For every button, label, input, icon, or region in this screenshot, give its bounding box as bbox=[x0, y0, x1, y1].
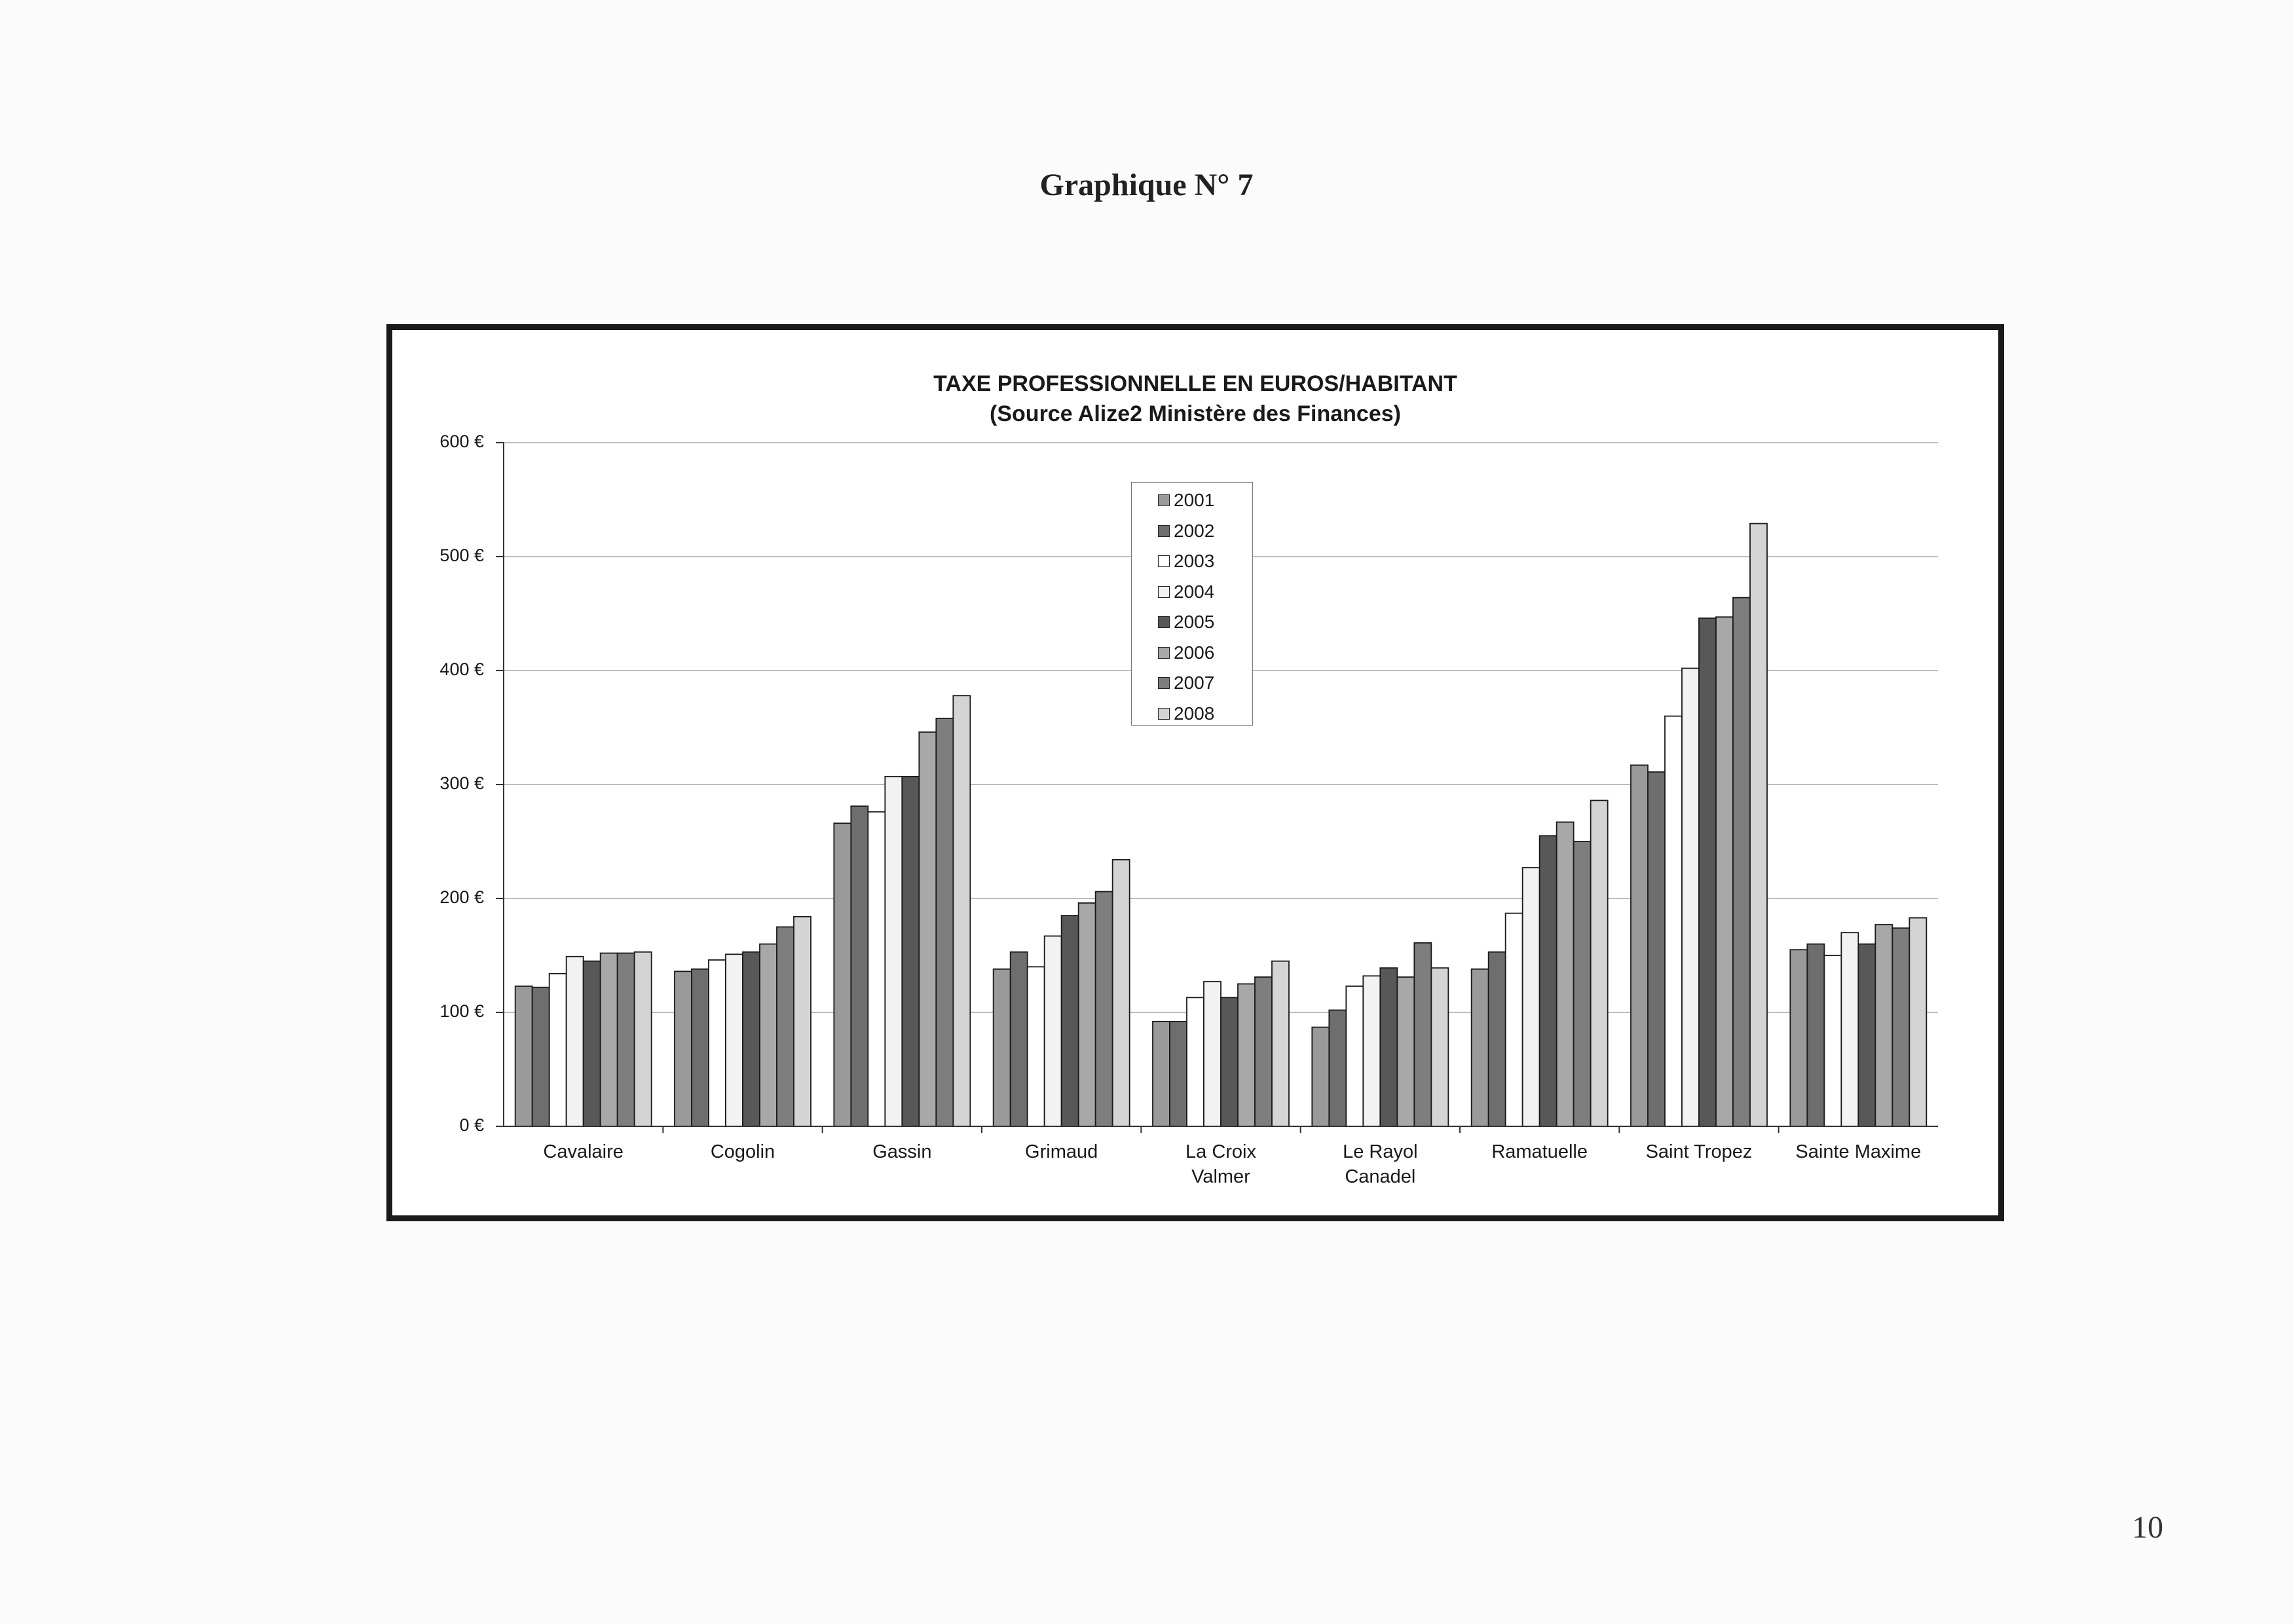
bar bbox=[1665, 716, 1682, 1126]
legend-label: 2003 bbox=[1174, 551, 1215, 572]
bar bbox=[1113, 860, 1130, 1126]
bar bbox=[1153, 1022, 1170, 1126]
y-tick-label: 400 € bbox=[439, 659, 484, 679]
legend-swatch bbox=[1158, 525, 1170, 537]
bar bbox=[1807, 944, 1824, 1126]
bar bbox=[919, 732, 936, 1126]
legend-swatch bbox=[1158, 555, 1170, 567]
legend-swatch bbox=[1158, 708, 1170, 720]
x-category-label: Cogolin bbox=[710, 1141, 775, 1162]
y-tick-label: 0 € bbox=[459, 1115, 484, 1135]
x-category-label: La Croix Valmer bbox=[1185, 1141, 1256, 1187]
chart-title: TAXE PROFESSIONNELLE EN EUROS/HABITANT bbox=[933, 371, 1457, 396]
bar bbox=[794, 917, 811, 1126]
bar bbox=[584, 961, 601, 1126]
legend-label: 2002 bbox=[1174, 520, 1215, 541]
bar bbox=[532, 987, 550, 1126]
legend-item bbox=[1132, 638, 1252, 669]
bar bbox=[760, 944, 777, 1126]
bar bbox=[1312, 1027, 1329, 1126]
bar bbox=[936, 718, 953, 1126]
y-tick-label: 500 € bbox=[439, 545, 484, 565]
legend-swatch bbox=[1158, 494, 1170, 506]
bar bbox=[1414, 943, 1431, 1126]
legend-item bbox=[1132, 516, 1252, 547]
bar bbox=[1733, 598, 1750, 1126]
bar bbox=[1096, 892, 1113, 1126]
bar bbox=[1648, 772, 1665, 1126]
bar bbox=[1574, 841, 1591, 1126]
bar bbox=[1716, 617, 1733, 1126]
legend-label: 2004 bbox=[1174, 581, 1215, 602]
x-category-label: Ramatuelle bbox=[1491, 1141, 1588, 1162]
legend-label: 2005 bbox=[1174, 612, 1215, 633]
bar bbox=[550, 974, 567, 1126]
bar bbox=[1346, 986, 1363, 1126]
x-category-label: Gassin bbox=[872, 1141, 932, 1162]
legend-item bbox=[1132, 485, 1252, 516]
bar bbox=[1523, 868, 1540, 1126]
bar bbox=[1204, 982, 1221, 1126]
bar bbox=[743, 952, 760, 1126]
page-number: 10 bbox=[2132, 1510, 2163, 1545]
y-tick-label: 200 € bbox=[439, 887, 484, 907]
bar bbox=[1011, 952, 1028, 1126]
bar bbox=[567, 957, 584, 1126]
y-tick-label: 600 € bbox=[439, 432, 484, 451]
legend-label: 2008 bbox=[1174, 703, 1215, 724]
bar bbox=[1506, 913, 1523, 1126]
legend-item bbox=[1132, 546, 1252, 577]
bar bbox=[1170, 1022, 1187, 1126]
bar bbox=[885, 777, 902, 1126]
bar bbox=[1875, 925, 1892, 1126]
legend-item bbox=[1132, 607, 1252, 638]
y-tick-label: 100 € bbox=[439, 1001, 484, 1021]
bar bbox=[1272, 961, 1289, 1126]
x-category-label: Sainte Maxime bbox=[1795, 1141, 1922, 1162]
bar bbox=[994, 969, 1011, 1126]
bar bbox=[1557, 822, 1574, 1126]
bar bbox=[618, 953, 635, 1126]
bar bbox=[1591, 800, 1608, 1126]
bar bbox=[834, 823, 851, 1126]
bar bbox=[1699, 618, 1716, 1126]
x-category-label: Saint Tropez bbox=[1645, 1141, 1753, 1162]
bar bbox=[1631, 765, 1648, 1126]
bar bbox=[1045, 936, 1062, 1126]
bar bbox=[1187, 997, 1204, 1126]
bar bbox=[1489, 952, 1506, 1126]
bar bbox=[1397, 977, 1414, 1126]
legend-label: 2006 bbox=[1174, 642, 1215, 663]
bar bbox=[1363, 976, 1380, 1126]
x-category-label: Cavalaire bbox=[543, 1141, 624, 1162]
bar bbox=[1431, 968, 1448, 1126]
x-category-label: Grimaud bbox=[1025, 1141, 1098, 1162]
bar bbox=[851, 806, 868, 1126]
bar bbox=[515, 986, 532, 1126]
chart-frame bbox=[386, 324, 2004, 1221]
bar-chart bbox=[392, 330, 1998, 1215]
bar bbox=[635, 952, 652, 1126]
x-category-label: Le Rayol Canadel bbox=[1343, 1141, 1418, 1187]
bar bbox=[1909, 918, 1926, 1126]
bar bbox=[777, 927, 794, 1127]
legend-item bbox=[1132, 699, 1252, 729]
bar bbox=[1841, 932, 1858, 1126]
bar bbox=[1750, 524, 1767, 1126]
legend-label: 2007 bbox=[1174, 673, 1215, 693]
bar bbox=[1540, 836, 1557, 1126]
y-tick-label: 300 € bbox=[439, 773, 484, 793]
legend-item bbox=[1132, 577, 1252, 608]
bar bbox=[1892, 928, 1909, 1126]
bar bbox=[1790, 950, 1807, 1126]
legend-label: 2001 bbox=[1174, 490, 1215, 511]
bar bbox=[692, 969, 709, 1126]
bar bbox=[1062, 915, 1079, 1126]
bar bbox=[1472, 969, 1489, 1126]
bar bbox=[1380, 968, 1397, 1126]
legend-swatch bbox=[1158, 616, 1170, 628]
bar bbox=[902, 777, 919, 1126]
bar bbox=[709, 960, 726, 1126]
legend-swatch bbox=[1158, 677, 1170, 689]
chart-subtitle: (Source Alize2 Ministère des Finances) bbox=[990, 401, 1401, 426]
bar bbox=[1329, 1010, 1346, 1126]
bar bbox=[1858, 944, 1875, 1126]
bar bbox=[1255, 977, 1272, 1126]
bar bbox=[1682, 669, 1699, 1126]
bar bbox=[1028, 967, 1045, 1126]
bar bbox=[601, 953, 618, 1126]
bar bbox=[675, 971, 692, 1126]
legend-item bbox=[1132, 668, 1252, 699]
page-heading: Graphique N° 7 bbox=[1039, 168, 1254, 202]
chart-legend bbox=[1131, 482, 1253, 726]
bar bbox=[1079, 903, 1096, 1126]
bar bbox=[1221, 997, 1238, 1126]
legend-swatch bbox=[1158, 586, 1170, 598]
bar bbox=[726, 954, 743, 1126]
bar bbox=[953, 695, 970, 1126]
bar bbox=[868, 812, 885, 1126]
legend-swatch bbox=[1158, 647, 1170, 659]
bar bbox=[1824, 955, 1841, 1126]
bar bbox=[1238, 984, 1255, 1127]
